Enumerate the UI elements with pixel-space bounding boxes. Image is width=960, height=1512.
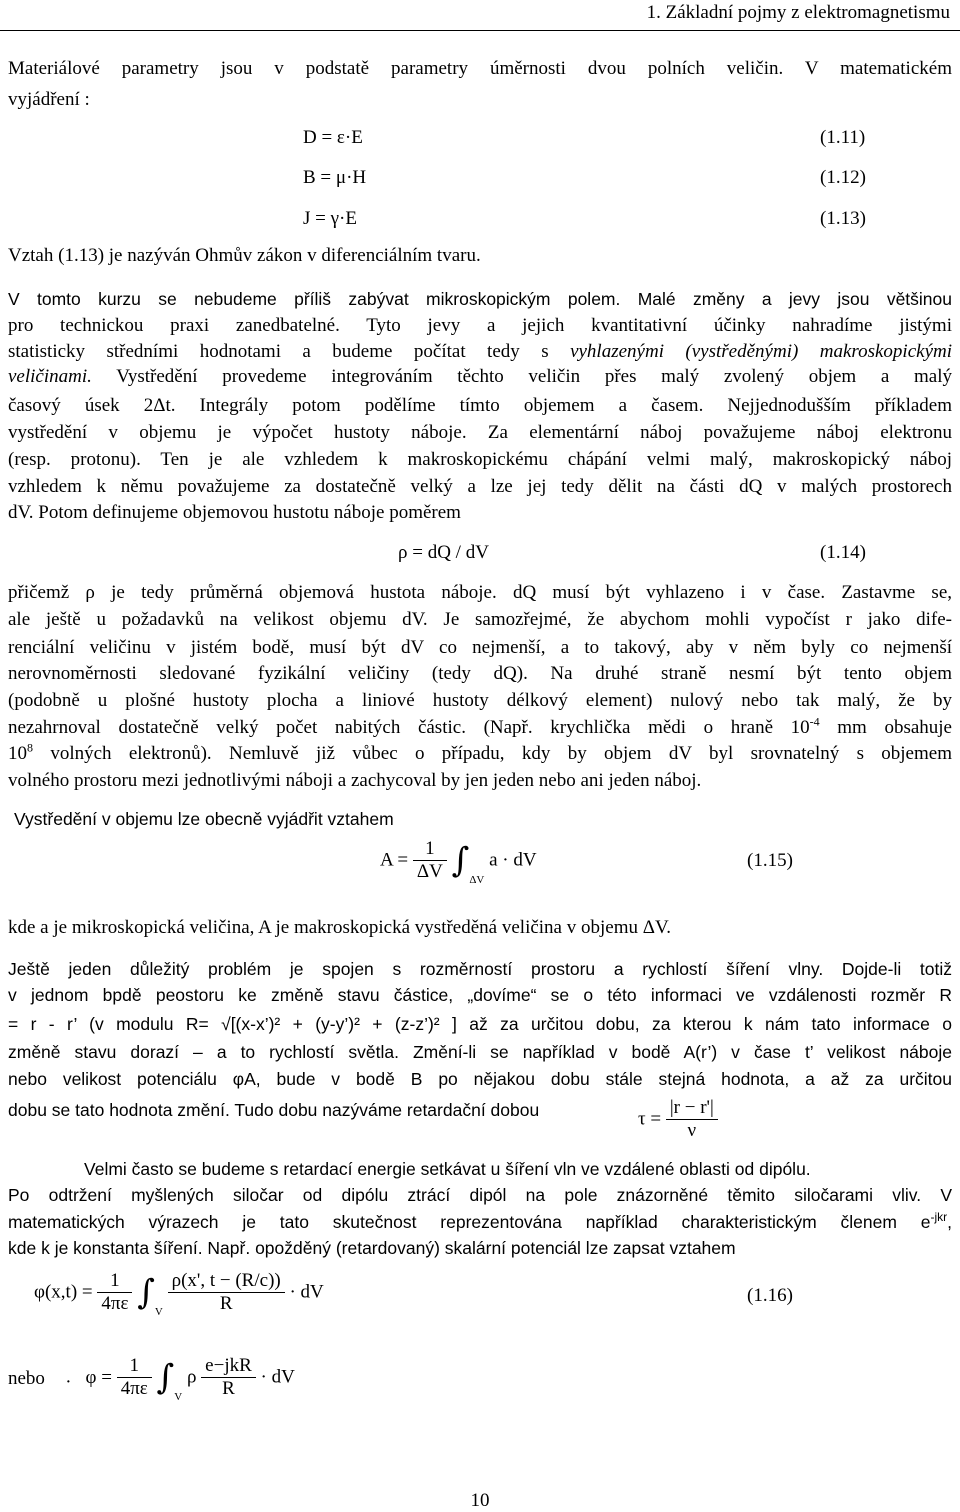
p3-line-1: přičemž ρ je tedy průměrná objemová hustota náboje. dQ musí být vyhlazeno i v čase. Zastavme se, (8, 582, 952, 603)
running-header: 1. Základní pojmy z elektromagnetismu (646, 2, 950, 23)
eq15-lhs: A = (380, 849, 409, 871)
eq17-fraction-2-den: R (222, 1378, 235, 1399)
eq17-rho: ρ (186, 1366, 197, 1388)
integral-sign: ∫ (451, 840, 470, 881)
p7-line-2: Po odtržení myšlených siločar od dipólu ztrácí dipól na pole znázorněné těmito siločarami vliv. V (8, 1185, 952, 1205)
p7-line-3-sup: -jkr (930, 1210, 948, 1225)
eq17-fraction-1-num: 1 (117, 1355, 152, 1378)
p4-line-1: Vystředění v objemu lze obecně vyjádřit vztahem (14, 809, 394, 829)
p2-line-3-italic: vyhlazenými (vystředěnými) makroskopickými (570, 341, 952, 362)
equation-1-12: B = μ·H (303, 167, 367, 188)
p6-line-5: nebo velikost potenciálu φA, bude v bodě B po nějakou dobu stále stejná hodnota, a až za určitou (8, 1069, 952, 1089)
p3-line-8: volného prostoru mezi jednotlivými náboji a zachycoval by jen jeden nebo ani jeden náboj. (8, 770, 702, 791)
p3-line-7-b: volných elektronů). Nemluvě již vůbec o případu, kdy by objem dV byl srovnatelný s objemem (33, 743, 952, 764)
alt-label: nebo (8, 1368, 45, 1389)
p2-line-8: vzhledem k němu považujeme za dostatečně velký a lze jej tedy dělit na části dQ v malých prostorech (8, 476, 952, 497)
eq17-integral-sub: V (174, 1390, 183, 1403)
eq17-dot: . (66, 1366, 71, 1388)
p2-line-1: V tomto kurzu se nebudeme příliš zabývat mikroskopickým polem. Malé změny a jevy jsou většinou (8, 289, 952, 309)
eq17-lhs: φ = (85, 1366, 112, 1388)
p6-line-3: = r - r’ (v modulu R= √[(x-x’)² + (y-y’)² + (z-z’)² ] až za určitou dobu, za kterou k nám tato informace o (8, 1014, 952, 1034)
equation-1-16 (34, 1270, 324, 1318)
p3-line-6-a: nezahrnoval dostatečně velký počet nabitých částic. (Např. krychlička mědi o hraně 10 (8, 717, 810, 738)
tau-fraction-den: ν (687, 1120, 697, 1141)
p2-line-2: pro technickou praxi zanedbatelné. Tyto jevy a jejich kvantitativní účinky nahradíme jistými (8, 315, 952, 336)
p2-line-6: vystředění v objemu je výpočet hustoty náboje. Za elementární náboj považujeme náboj elektronu (8, 422, 952, 443)
p3-line-7 (8, 740, 952, 765)
equation-number-1-12: (1.12) (820, 167, 866, 188)
p2-line-9: dV. Potom definujeme objemovou hustotu náboje poměrem (8, 502, 461, 523)
eq16-fraction-1-den: 4πε (101, 1293, 129, 1314)
p6-line-4: změně stavu dorazí – a to rychlostí světla. Změní-li se například v bodě A(r’) v čase t’ velikost náboje (8, 1042, 952, 1062)
eq15-fraction (413, 838, 447, 883)
p3-line-5: (podobně u plošné hustoty plocha a liniové hustoty délkový element) nulový nebo tak malý, že by (8, 690, 952, 711)
eq15-integral-sub: ΔV (469, 873, 485, 886)
p2-line-4-italic: veličinami. (8, 366, 92, 387)
eq16-lhs: φ(x,t) = (34, 1281, 93, 1303)
equation-1-15 (380, 838, 537, 886)
equation-number-1-16: (1.16) (747, 1285, 793, 1306)
p6-line-1: Ještě jeden důležitý problém je spojen s rozměrností prostoru a rychlostí šíření vlny. Dojde-li totiž (8, 959, 952, 979)
p3-line-6-b: mm obsahuje (819, 717, 952, 738)
eq16-fraction-2-den: R (219, 1293, 233, 1314)
p5-line-1: kde a je mikroskopická veličina, A je makroskopická vystředěná veličina v objemu ΔV. (8, 917, 671, 938)
eq16-fraction-1-num: 1 (97, 1270, 132, 1293)
retardation-time-formula (638, 1097, 718, 1142)
p2-line-7: (resp. protonu). Ten je ale vzhledem k makroskopickému chápání velmi malý, makroskopický náboj (8, 449, 952, 470)
intro-line-2: vyjádření : (8, 89, 90, 110)
eq17-fraction-1 (117, 1355, 152, 1400)
equation-number-1-13: (1.13) (820, 208, 866, 229)
eq17-tail: · dV (260, 1366, 295, 1388)
eq15-fraction-num: 1 (413, 838, 447, 861)
equation-1-11: D = ε·E (303, 127, 363, 148)
eq16-integral-sub: V (154, 1305, 163, 1318)
tau-lhs: τ = (638, 1108, 662, 1130)
p2-line-3 (8, 341, 952, 363)
p3-line-7-sup: 8 (27, 740, 33, 755)
p6-line-6: dobu se tato hodnota změní. Tudo dobu nazýváme retardační dobou (8, 1100, 540, 1120)
p3-line-6-sup: -4 (809, 714, 820, 729)
header-rule (0, 30, 960, 31)
p3-line-7-a: 10 (8, 743, 27, 764)
eq15-fraction-den: ΔV (416, 861, 443, 882)
p3-line-2: ale ještě u požadavků na velikost objemu dV. Je samozřejmé, že abychom mohli vypočíst r jako dife- (8, 609, 952, 630)
p2-line-3-text: statisticky středními hodnotami a budeme počítat tedy s (8, 341, 571, 362)
p3-line-6 (8, 714, 952, 739)
page-number: 10 (470, 1490, 490, 1511)
tau-fraction-num: |r − r'| (666, 1097, 718, 1120)
equation-number-1-11: (1.11) (820, 127, 866, 148)
tau-fraction (666, 1097, 718, 1142)
equation-number-1-14: (1.14) (820, 542, 866, 563)
p2-line-5: časový úsek 2Δt. Integrály potom podělíme tímto objemem a časem. Nejjednodušším příkladem (8, 395, 952, 416)
eq15-integrand: a · dV (489, 849, 537, 871)
equation-1-14: ρ = dQ / dV (398, 542, 489, 563)
eq16-fraction-2-num: ρ(x', t − (R/c)) (168, 1270, 285, 1293)
p7-line-3-b: , (947, 1212, 952, 1232)
p6-line-2: v jednom bpdě peostoru ke změně stavu částice, „dovíme“ se o této informaci ve vzdálenosti rozměr R (8, 985, 952, 1005)
ohm-law-sentence: Vztah (1.13) je nazýván Ohmův zákon v diferenciálním tvaru. (8, 245, 481, 266)
p7-line-3 (8, 1211, 952, 1233)
equation-alt (66, 1355, 295, 1403)
eq16-tail: · dV (289, 1281, 324, 1303)
eq17-fraction-2-num: e−jkR (201, 1355, 256, 1378)
eq17-fraction-2 (201, 1355, 256, 1400)
p3-line-3: renciální veličinu v jistém bodě, musí být dV co nejmenší, a to takový, aby v něm byly co nejmenší (8, 637, 952, 658)
eq16-fraction-1 (97, 1270, 132, 1315)
equation-1-13: J = γ·E (303, 208, 357, 229)
eq17-fraction-1-den: 4πε (120, 1378, 148, 1399)
integral-sign: ∫ (156, 1357, 175, 1398)
p7-line-1: Velmi často se budeme s retardací energie setkávat u šíření vln ve vzdálené oblasti od dipólu. (84, 1159, 811, 1179)
p2-line-4 (8, 366, 952, 388)
intro-line-1: Materiálové parametry jsou v podstatě parametry úměrnosti dvou polních veličin. V matematickém (8, 58, 952, 79)
p2-line-4-text: Vystředění provedeme integrováním těchto veličin přes malý zvolený objem a malý (91, 366, 952, 387)
p7-line-4: kde k je konstanta šíření. Např. opožděný (retardovaný) skalární potenciál lze zapsat vztahem (8, 1238, 736, 1258)
p7-line-3-a: matematických výrazech je tato skutečnost reprezentována například charakteristickým členem e (8, 1212, 931, 1232)
eq16-fraction-2 (168, 1270, 285, 1315)
integral-sign: ∫ (137, 1272, 155, 1313)
p3-line-4: nerovnoměrnosti sledované fyzikální veličiny (tedy dQ). Na druhé straně nesmí být tento objem (8, 663, 952, 684)
equation-number-1-15: (1.15) (747, 850, 793, 871)
